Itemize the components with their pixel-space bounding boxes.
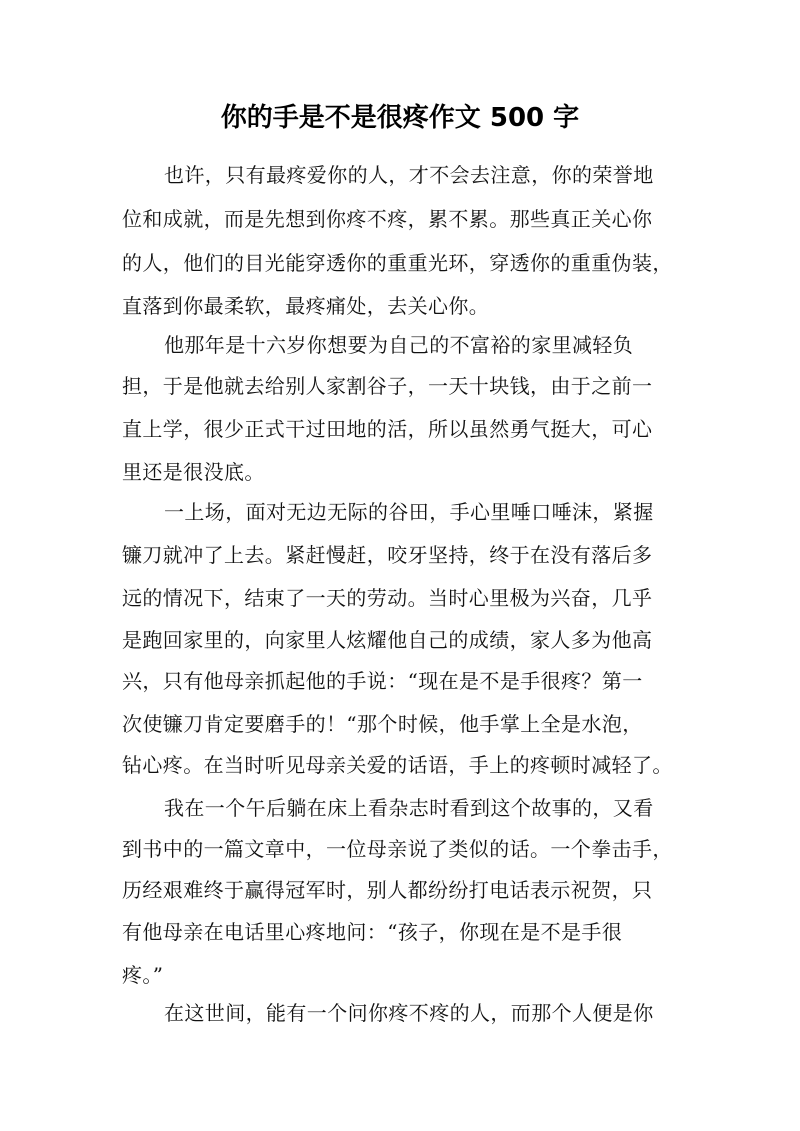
paragraph-1-line-3: 的人，他们的目光能穿透你的重重光环，穿透你的重重伪装， (122, 251, 673, 275)
paragraph-3-line-1: 一上场，面对无边无际的谷田，手心里唾口唾沫，紧握 (164, 500, 654, 524)
paragraph-2-line-2: 担，于是他就去给别人家割谷子，一天十块钱，由于之前一 (122, 374, 653, 398)
paragraph-2-line-3: 直上学，很少正式干过田地的活，所以虽然勇气挺大，可心 (122, 417, 653, 441)
paragraph-2-line-4: 里还是很没底。 (122, 460, 265, 484)
paragraph-3-line-3: 远的情况下，结束了一天的劳动。当时心里极为兴奋，几乎 (122, 586, 653, 610)
paragraph-2-line-1: 他那年是十六岁你想要为自己的不富裕的家里减轻负 (164, 333, 634, 357)
paragraph-4-line-4: 有他母亲在电话里心疼地问：“孩子，你现在是不是手很 (122, 920, 623, 944)
paragraph-3-line-7: 钻心疼。在当时听见母亲关爱的话语，手上的疼顿时减轻了。 (122, 753, 673, 777)
paragraph-4-line-1: 我在一个午后躺在床上看杂志时看到这个故事的，又看 (164, 796, 654, 820)
paragraph-1-line-2: 位和成就，而是先想到你疼不疼，累不累。那些真正关心你 (122, 207, 653, 231)
paragraph-5-line-1: 在这世间，能有一个问你疼不疼的人，而那个人便是你 (164, 1001, 654, 1025)
paragraph-4-line-2: 到书中的一篇文章中，一位母亲说了类似的话。一个拳击手， (122, 837, 673, 861)
paragraph-1-line-4: 直落到你最柔软，最疼痛处，去关心你。 (122, 294, 490, 318)
paragraph-4-line-3: 历经艰难终于赢得冠军时，别人都纷纷打电话表示祝贺，只 (122, 878, 653, 902)
paragraph-3-line-6: 次使镰刀肯定要磨手的！“那个时候，他手掌上全是水泡， (122, 712, 643, 736)
paragraph-1-line-1: 也许，只有最疼爱你的人，才不会去注意，你的荣誉地 (164, 163, 654, 187)
document-title: 你的手是不是很疼作文 500 字 (220, 103, 580, 133)
paragraph-4-line-5: 疼。” (122, 963, 164, 987)
paragraph-3-line-2: 镰刀就冲了上去。紧赶慢赶，咬牙坚持，终于在没有落后多 (122, 543, 653, 567)
paragraph-3-line-4: 是跑回家里的，向家里人炫耀他自己的成绩，家人多为他高 (122, 628, 653, 652)
paragraph-3-line-5: 兴，只有他母亲抓起他的手说：“现在是不是手很疼？第一 (122, 669, 643, 693)
